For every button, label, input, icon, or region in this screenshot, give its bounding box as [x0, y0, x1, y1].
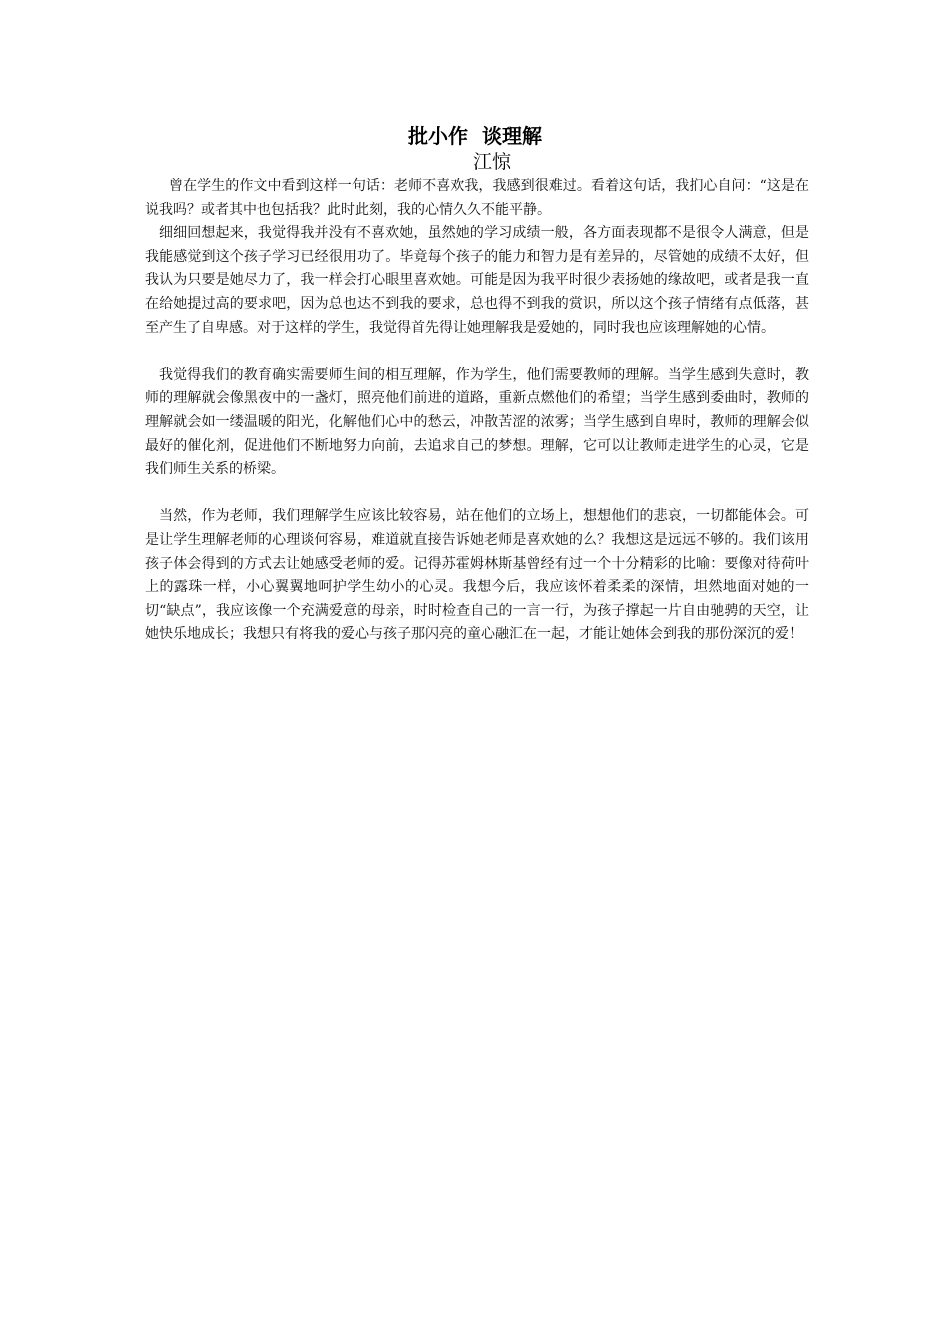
document-title: 批小作 谈理解	[408, 124, 542, 148]
paragraph-spacer	[145, 482, 809, 506]
document-author: 江惊	[472, 151, 511, 173]
paragraph-spacer	[145, 340, 809, 364]
paragraph-4: 当然，作为老师，我们理解学生应该比较容易，站在他们的立场上，想想他们的悲哀，一切都能体会。可是让学生理解老师的心理谈何容易，难道就直接告诉她老师是喜欢她的么？我想这是远远不够的。我们该用孩子体会得到的方式去让她感受老师的爱。记得苏霍姆林斯基曾经有过一个十分精彩的比喻：要像对待荷叶上的露珠一样，小心翼翼地呵护学生幼小的心灵。我想今后，我应该怀着柔柔的深情，坦然地面对她的一切“缺点”，我应该像一个充满爱意的母亲，时时检查自己的一言一行，为孩子撑起一片自由驰骋的天空，让她快乐地成长；我想只有将我的爱心与孩子那闪亮的童心融汇在一起，才能让她体会到我的那份深沉的爱！	[145, 508, 809, 643]
document-body	[145, 175, 809, 647]
paragraph-1: 曾在学生的作文中看到这样一句话：老师不喜欢我，我感到很难过。看着这句话，我扪心自问：“这是在说我吗？或者其中也包括我？此时此刻，我的心情久久不能平静。	[145, 178, 809, 218]
paragraph-3: 我觉得我们的教育确实需要师生间的相互理解，作为学生，他们需要教师的理解。当学生感到失意时，教师的理解就会像黑夜中的一盏灯，照亮他们前进的道路，重新点燃他们的希望；当学生感到委曲时，教师的理解就会如一缕温暖的阳光，化解他们心中的愁云，冲散苦涩的浓雾；当学生感到自卑时，教师的理解会似最好的催化剂，促进他们不断地努力向前，去追求自己的梦想。理解，它可以让教师走进学生的心灵，它是我们师生关系的桥梁。	[145, 366, 809, 478]
paragraph-2: 细细回想起来，我觉得我并没有不喜欢她，虽然她的学习成绩一般，各方面表现都不是很令人满意，但是我能感觉到这个孩子学习已经很用功了。毕竟每个孩子的能力和智力是有差异的，尽管她的成绩不太好，但我认为只要是她尽力了，我一样会打心眼里喜欢她。可能是因为我平时很少表扬她的缘故吧，或者是我一直在给她提过高的要求吧，因为总也达不到我的要求，总也得不到我的赏识，所以这个孩子情绪有点低落，甚至产生了自卑感。对于这样的学生，我觉得首先得让她理解我是爱她的，同时我也应该理解她的心情。	[145, 225, 809, 336]
